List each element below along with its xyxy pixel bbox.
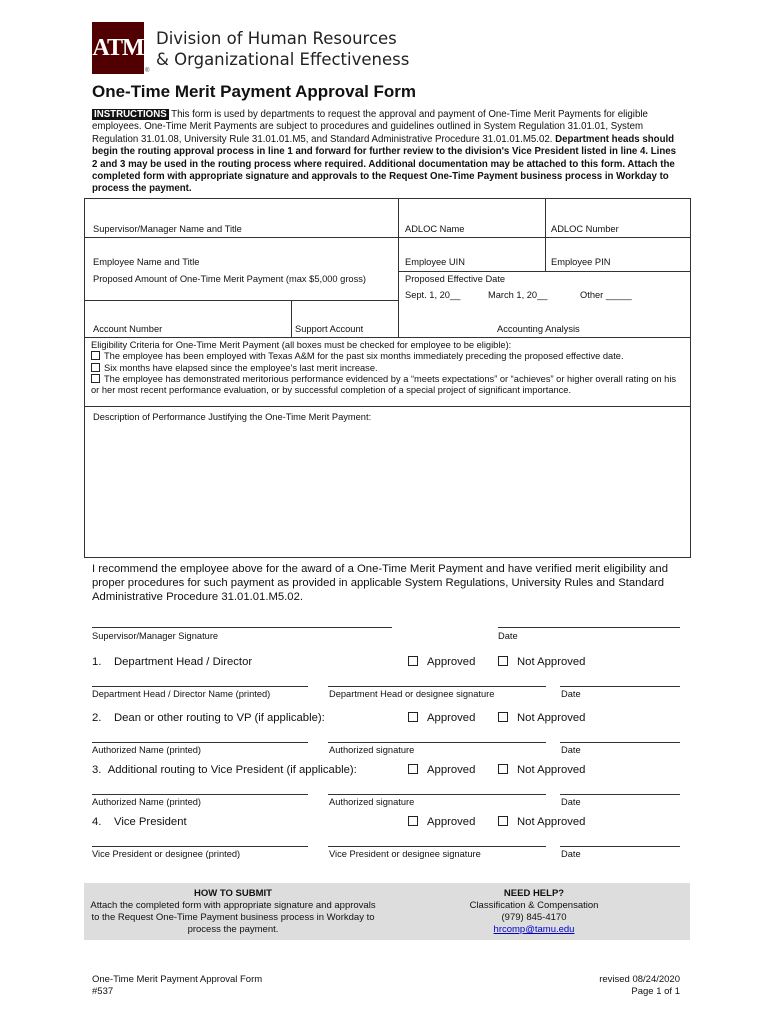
employee-name-field[interactable]: Employee Name and Title <box>93 257 200 267</box>
org-line-2: & Organizational Effectiveness <box>156 50 410 69</box>
instructions <box>92 109 684 196</box>
date-option-other[interactable]: Other _____ <box>580 290 632 300</box>
routing-4-signature-label: Vice President or designee signature <box>329 849 481 859</box>
routing-3-approved[interactable]: Approved <box>408 764 475 776</box>
form-title: One-Time Merit Payment Approval Form <box>92 82 417 101</box>
checkbox-not-approved-2[interactable] <box>498 712 508 722</box>
checkbox-approved-4[interactable] <box>408 816 418 826</box>
date-option-sept[interactable]: Sept. 1, 20__ <box>405 290 461 300</box>
routing-1-not-approved[interactable]: Not Approved <box>498 656 585 668</box>
proposed-amount-field[interactable]: Proposed Amount of One-Time Merit Payment (max $5,000 gross) <box>93 274 366 284</box>
instructions-tag: INSTRUCTIONS <box>94 109 167 120</box>
how-to-submit-text: Attach the completed form with appropriate signature and approvals to the Request One-Time Payment business process in Workday to process the payment. <box>90 900 376 935</box>
need-help <box>424 888 644 936</box>
checkbox-criteria-3[interactable] <box>91 374 100 383</box>
routing-4-title: 4. Vice President <box>92 816 187 828</box>
footer-left <box>92 974 262 998</box>
routing-4-approved[interactable]: Approved <box>408 816 475 828</box>
submit-help-box <box>84 883 690 940</box>
recommendation-statement: I recommend the employee above for the award of a One-Time Merit Payment and have verified merit eligibility and proper procedures for such payment as provided in applicable System Regulations, University Rules and Standard Administrative Procedure 31.01.01.M5.02. <box>92 563 668 603</box>
how-to-submit <box>88 888 378 936</box>
performance-description-field[interactable]: Description of Performance Justifying the One-Time Merit Payment: <box>93 412 372 422</box>
need-help-phone: (979) 845-4170 <box>501 912 567 923</box>
checkbox-not-approved-4[interactable] <box>498 816 508 826</box>
checkbox-approved-3[interactable] <box>408 764 418 774</box>
routing-3-title: 3. Additional routing to Vice President (if applicable): <box>92 764 357 776</box>
logo-letters: ATM <box>92 34 144 61</box>
supervisor-date-label: Date <box>498 631 518 641</box>
need-help-dept: Classification & Compensation <box>469 900 599 911</box>
checkbox-not-approved-1[interactable] <box>498 656 508 666</box>
criteria-item-3: The employee has demonstrated meritorious performance evidenced by a “meets expectations” or “achieves” or higher overall rating on his or her most recent performance evaluation, or by successful completion of a special project of significant importance. <box>91 373 677 396</box>
eligibility-title: Eligibility Criteria for One-Time Merit Payment (all boxes must be checked for employee to be eligible): <box>91 340 512 350</box>
support-account-field[interactable]: Support Account <box>295 324 364 334</box>
logo-trademark: ® <box>145 68 150 74</box>
checkbox-approved-2[interactable] <box>408 712 418 722</box>
org-line-1: Division of Human Resources <box>156 29 397 48</box>
footer-form-name: One-Time Merit Payment Approval Form <box>92 974 263 985</box>
adloc-name-field[interactable]: ADLOC Name <box>405 224 465 234</box>
routing-2-signature-label: Authorized signature <box>329 745 415 755</box>
routing-1-approved[interactable]: Approved <box>408 656 475 668</box>
routing-3-date-label: Date <box>561 797 581 807</box>
routing-2-title: 2. Dean or other routing to VP (if applicable): <box>92 712 325 724</box>
org-name <box>156 28 409 70</box>
routing-3-name-label: Authorized Name (printed) <box>92 797 202 807</box>
accounting-analysis-field[interactable]: Accounting Analysis <box>497 324 580 334</box>
footer-form-number: #537 <box>92 986 114 997</box>
checkbox-not-approved-3[interactable] <box>498 764 508 774</box>
employee-pin-field[interactable]: Employee PIN <box>551 257 611 267</box>
need-help-heading: NEED HELP? <box>503 888 565 899</box>
checkbox-criteria-1[interactable] <box>91 351 100 360</box>
checkbox-criteria-2[interactable] <box>91 363 100 372</box>
tamu-logo <box>92 22 144 74</box>
routing-1-title: 1. Department Head / Director <box>92 656 253 668</box>
routing-2-name-label: Authorized Name (printed) <box>92 745 202 755</box>
routing-4-date-label: Date <box>561 849 581 859</box>
adloc-number-field[interactable]: ADLOC Number <box>551 224 619 234</box>
routing-2-not-approved[interactable]: Not Approved <box>498 712 585 724</box>
account-number-field[interactable]: Account Number <box>93 324 163 334</box>
routing-3-signature-label: Authorized signature <box>329 797 415 807</box>
how-to-submit-heading: HOW TO SUBMIT <box>194 888 272 899</box>
date-option-march[interactable]: March 1, 20__ <box>488 290 548 300</box>
need-help-email-link[interactable]: hrcomp@tamu.edu <box>493 924 575 935</box>
criteria-item-1: The employee has been employed with Texas A&M for the past six months immediately preceding the proposed effective date. <box>91 351 683 362</box>
routing-4-not-approved[interactable]: Not Approved <box>498 816 585 828</box>
routing-4-name-label: Vice President or designee (printed) <box>92 849 241 859</box>
routing-1-name-label: Department Head / Director Name (printed) <box>92 689 271 699</box>
criteria-item-2: Six months have elapsed since the employee's last merit increase. <box>91 363 683 374</box>
routing-1-date-label: Date <box>561 689 581 699</box>
instructions-text: This form is used by departments to request the approval and payment of One-Time Merit Payments for eligible employees. One-Time Merit Payments are subject to procedures and guidelines outlined in System Regulation 31.01.01, System Regulation 31.01.08, University Rule 31.01.01.M5, and Standard Administrative Procedure 31.01.01.M5.02. <box>92 109 648 145</box>
effective-date-label: Proposed Effective Date <box>405 274 506 284</box>
routing-2-approved[interactable]: Approved <box>408 712 475 724</box>
employee-uin-field[interactable]: Employee UIN <box>405 257 465 267</box>
footer-revised: revised 08/24/2020 <box>599 974 680 985</box>
routing-1-signature-label: Department Head or designee signature <box>329 689 495 699</box>
employee-info-grid <box>84 198 691 558</box>
footer-page: Page 1 of 1 <box>631 986 680 997</box>
eligibility-criteria <box>91 340 683 396</box>
routing-3-not-approved[interactable]: Not Approved <box>498 764 585 776</box>
instructions-bold-text: Department heads should begin the routing approval process in line 1 and forward for further review to the division's Vice President listed in line 4. Lines 2 and 3 may be used in the routing process where required. Additional documentation may be attached to this form. Attach the completed form with appropriate signature and approvals to the Request One-Time Payment business process in Workday to process the payment. <box>92 133 677 195</box>
supervisor-name-field[interactable]: Supervisor/Manager Name and Title <box>93 224 242 234</box>
supervisor-signature-label: Supervisor/Manager Signature <box>92 631 219 641</box>
checkbox-approved-1[interactable] <box>408 656 418 666</box>
footer-right <box>599 974 680 998</box>
routing-2-date-label: Date <box>561 745 581 755</box>
